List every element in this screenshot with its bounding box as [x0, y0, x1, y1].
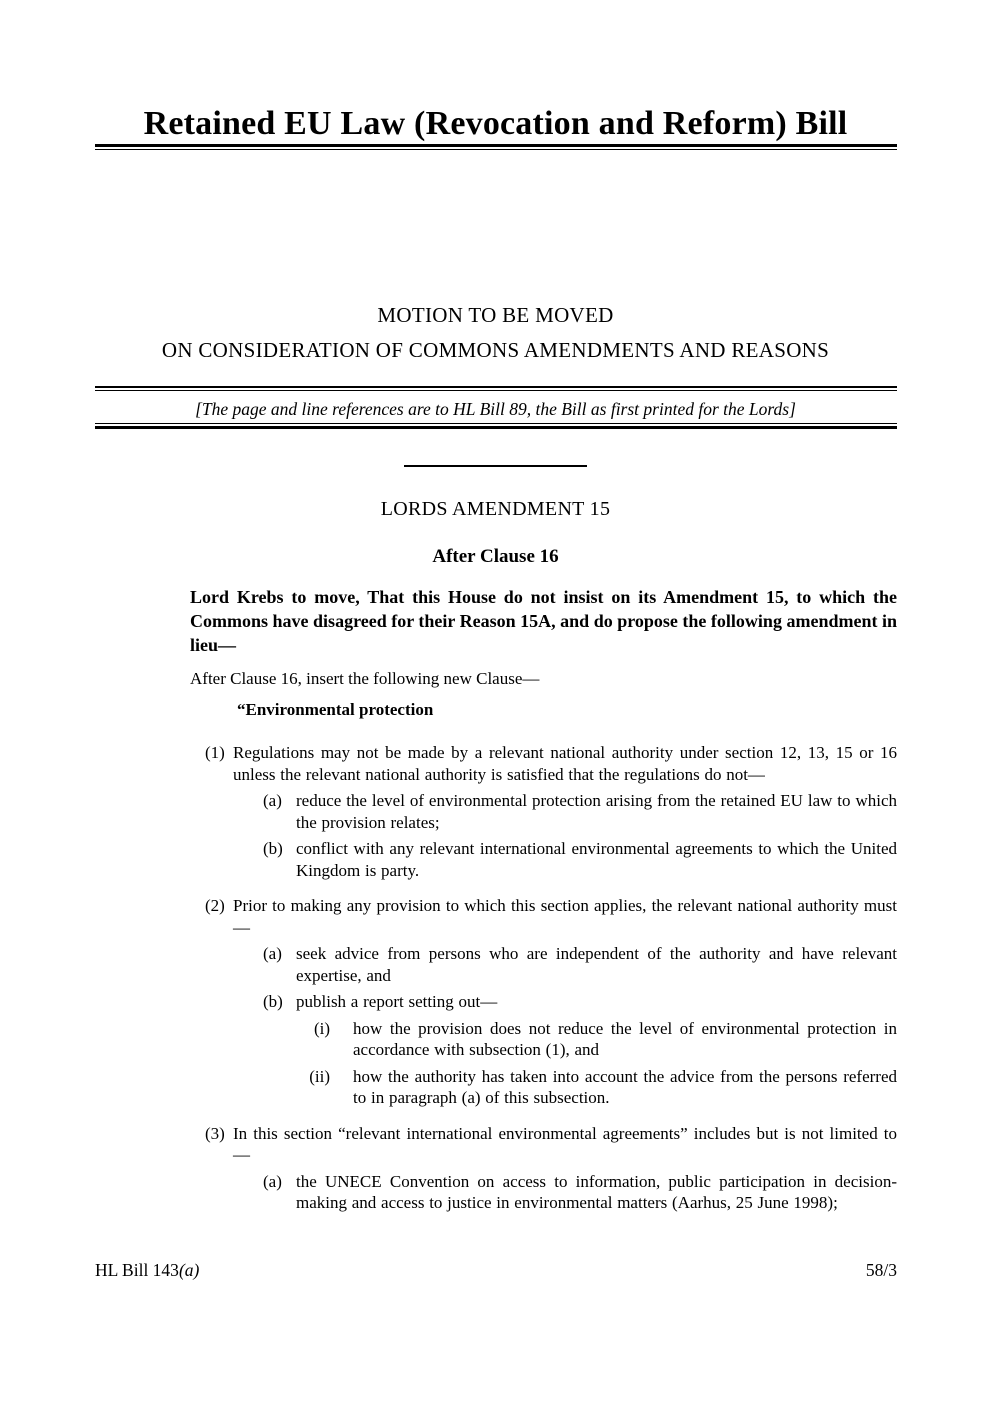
clause-text: Regulations may not be made by a relevant national authority under section 12, 13, 15 or 16 unless the relevant national authority is satisfied that the regulations do not— — [233, 743, 897, 784]
clause-item-2 — [190, 895, 897, 938]
insert-instruction: After Clause 16, insert the following new Clause— — [190, 669, 540, 688]
clause-list — [190, 742, 897, 1214]
clause-item-1a — [190, 790, 897, 833]
amendment-body — [190, 585, 897, 1214]
page-number: 58/3 — [865, 1260, 897, 1280]
clause-marker: (i) — [313, 1018, 330, 1038]
clause-item-3a — [190, 1171, 897, 1214]
clause-marker: (ii) — [309, 1066, 330, 1086]
clause-text: Prior to making any provision to which this section applies, the relevant national authority must— — [233, 896, 897, 937]
motion-paragraph: Lord Krebs to move, That this House do not insist on its Amendment 15, to which the Commons have disagreed for their Reason 15A, and do propose the following amendment in lieu— — [190, 587, 897, 655]
clause-text: how the authority has taken into account the advice from the persons referred to in paragraph (a) of this subsection. — [353, 1066, 897, 1107]
clause-marker: (b) — [263, 839, 283, 858]
clause-marker: (a) — [263, 791, 282, 810]
clause-marker: (a) — [263, 944, 282, 963]
clause-text: In this section “relevant international environmental agreements” includes but is not limited to— — [233, 1123, 897, 1164]
clause-marker: (b) — [263, 992, 283, 1011]
motion-heading: MOTION TO BE MOVED — [377, 303, 614, 327]
lords-amendment-heading: LORDS AMENDMENT 15 — [380, 498, 611, 520]
page-footer — [95, 1259, 897, 1281]
clause-text: reduce the level of environmental protection arising from the retained EU law to which the provision relates; — [296, 791, 897, 832]
clause-text: publish a report setting out— — [296, 992, 498, 1011]
clause-marker: (3) — [205, 1123, 225, 1143]
clause-item-2b-i — [190, 1018, 897, 1061]
clause-text: the UNECE Convention on access to information, public participation in decision-making and access to justice in environmental matters (Aarhus, 25 June 1998); — [296, 1171, 897, 1212]
clause-text: seek advice from persons who are independent of the authority and have relevant expertise, and — [296, 944, 897, 985]
clause-text: conflict with any relevant international environmental agreements to which the United Kingdom is party. — [296, 839, 897, 880]
clause-marker: (2) — [205, 896, 225, 915]
clause-item-2b — [190, 991, 897, 1013]
clause-marker: (1) — [205, 743, 225, 762]
bill-reference-suffix: (a) — [178, 1260, 200, 1280]
reference-note-top-rule — [95, 386, 897, 391]
bill-reference: HL Bill 143(a) — [95, 1260, 200, 1280]
reference-note-bottom-rule — [95, 423, 897, 429]
page-title: Retained EU Law (Revocation and Reform) Bill — [143, 105, 848, 142]
clause-item-2b-ii — [190, 1066, 897, 1109]
new-clause-title: “Environmental protection — [237, 699, 434, 719]
clause-item-3 — [190, 1123, 897, 1166]
clause-item-2a — [190, 943, 897, 986]
section-divider-rule — [404, 465, 587, 467]
clause-item-1 — [190, 742, 897, 785]
clause-item-1b — [190, 838, 897, 881]
clause-text: how the provision does not reduce the level of environmental protection in accordance with subsection (1), and — [353, 1018, 897, 1059]
after-clause-heading: After Clause 16 — [432, 546, 559, 567]
title-divider-rule — [95, 144, 897, 150]
reference-note: [The page and line references are to HL Bill 89, the Bill as first printed for the Lords] — [195, 399, 796, 419]
consideration-heading: ON CONSIDERATION OF COMMONS AMENDMENTS AND REASONS — [161, 338, 830, 362]
clause-marker: (a) — [263, 1171, 282, 1191]
